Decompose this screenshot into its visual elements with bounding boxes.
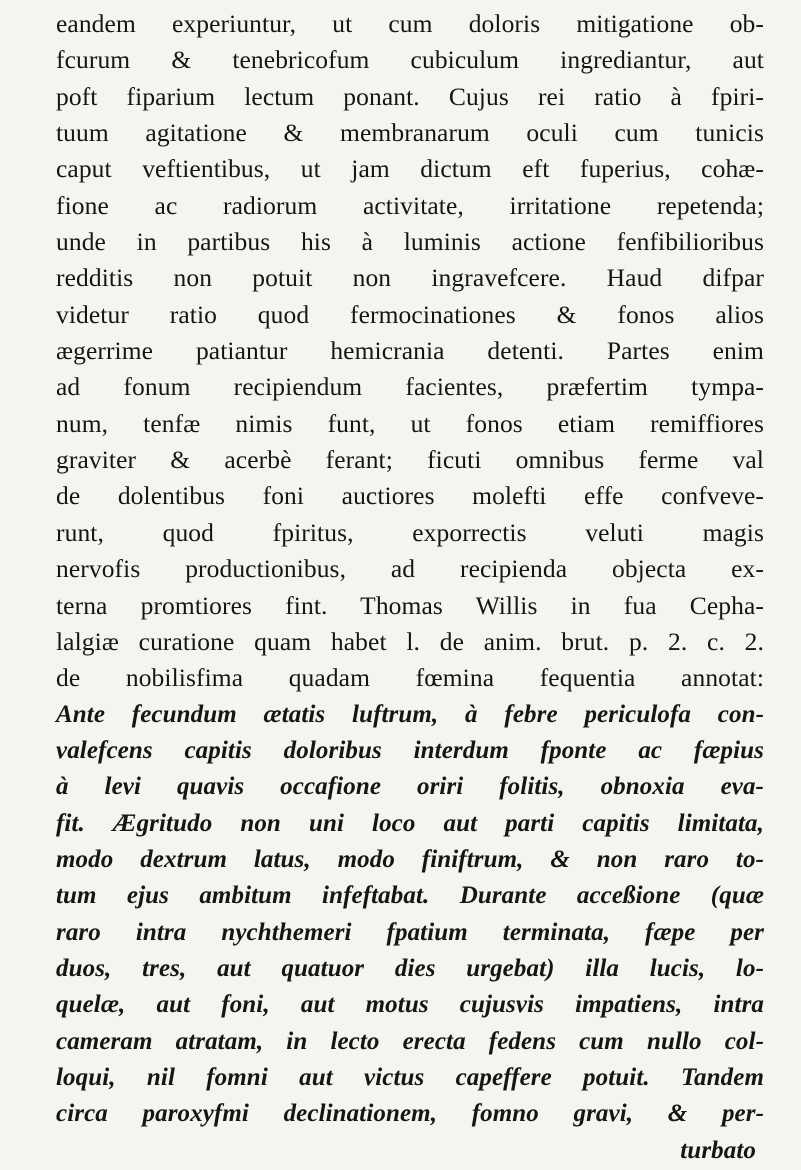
text-line: modo dextrum latus, modo finiftrum, & non raro to- — [56, 845, 764, 873]
text-line: quelæ, aut foni, aut motus cujusvis impatiens, intra — [56, 991, 764, 1019]
text-line: ad fonum recipiendum facientes, præfertim tympa- — [56, 372, 764, 402]
text-line: lalgiæ curatione quam habet l. de anim. brut. p. 2. c. 2. — [56, 626, 764, 656]
text-line: cameram atratam, in lecto erecta fedens cum nullo col- — [56, 1027, 764, 1055]
text-line: ægerrime patiantur hemicrania detenti. Partes enim — [56, 336, 764, 366]
text-line: fione ac radiorum activitate, irritatione repetenda; — [56, 190, 764, 220]
text-line: caput veftientibus, ut jam dictum eft fuperius, cohæ- — [56, 154, 764, 184]
text-line: Ante fecundum ætatis luftrum, à febre periculofa con- — [56, 700, 764, 728]
text-line: raro intra nychthemeri fpatium terminata, fæpe per — [56, 918, 764, 946]
text-line: nervofis productionibus, ad recipienda objecta ex- — [56, 554, 764, 584]
text-line: runt, quod fpiritus, exporrectis veluti magis — [56, 517, 764, 547]
text-line: redditis non potuit non ingravefcere. Haud difpar — [56, 263, 764, 293]
text-line: loqui, nil fomni aut victus capeffere potuit. Tandem — [56, 1063, 764, 1091]
text-line: terna promtiores fint. Thomas Willis in fua Cepha- — [56, 590, 764, 620]
text-line: unde in partibus his à luminis actione fenfibilioribus — [56, 227, 764, 257]
text-line: tuum agitatione & membranarum oculi cum tunicis — [56, 118, 764, 148]
text-line: à levi quavis occafione oriri folitis, obnoxia eva- — [56, 773, 764, 801]
text-line: tum ejus ambitum infeftabat. Durante acceßione (quæ — [56, 882, 764, 910]
text-line: duos, tres, aut quatuor dies urgebat) illa lucis, lo- — [56, 954, 764, 982]
text-line: fcurum & tenebricofum cubiculum ingrediantur, aut — [56, 45, 764, 75]
text-line: de dolentibus foni auctiores molefti effe confveve- — [56, 481, 764, 511]
text-line: turbato — [680, 1136, 756, 1164]
text-line: videtur ratio quod fermocinationes & fonos alios — [56, 299, 764, 329]
text-line: circa paroxyfmi declinationem, fomno gravi, & per- — [56, 1100, 764, 1128]
text-line: fit. Ægritudo non uni loco aut parti capitis limitata, — [56, 809, 764, 837]
text-line: poft fiparium lectum ponant. Cujus rei ratio à fpiri- — [56, 81, 764, 111]
text-line: de nobilisfima quadam fœmina fequentia annotat: — [56, 663, 764, 693]
text-line: graviter & acerbè ferant; ficuti omnibus ferme val — [56, 445, 764, 475]
text-line: valefcens capitis doloribus interdum fponte ac fæpius — [56, 736, 764, 764]
text-line: num, tenfæ nimis funt, ut fonos etiam remiffiores — [56, 408, 764, 438]
body-text — [56, 6, 764, 1169]
text-line: eandem experiuntur, ut cum doloris mitigatione ob- — [56, 9, 764, 38]
